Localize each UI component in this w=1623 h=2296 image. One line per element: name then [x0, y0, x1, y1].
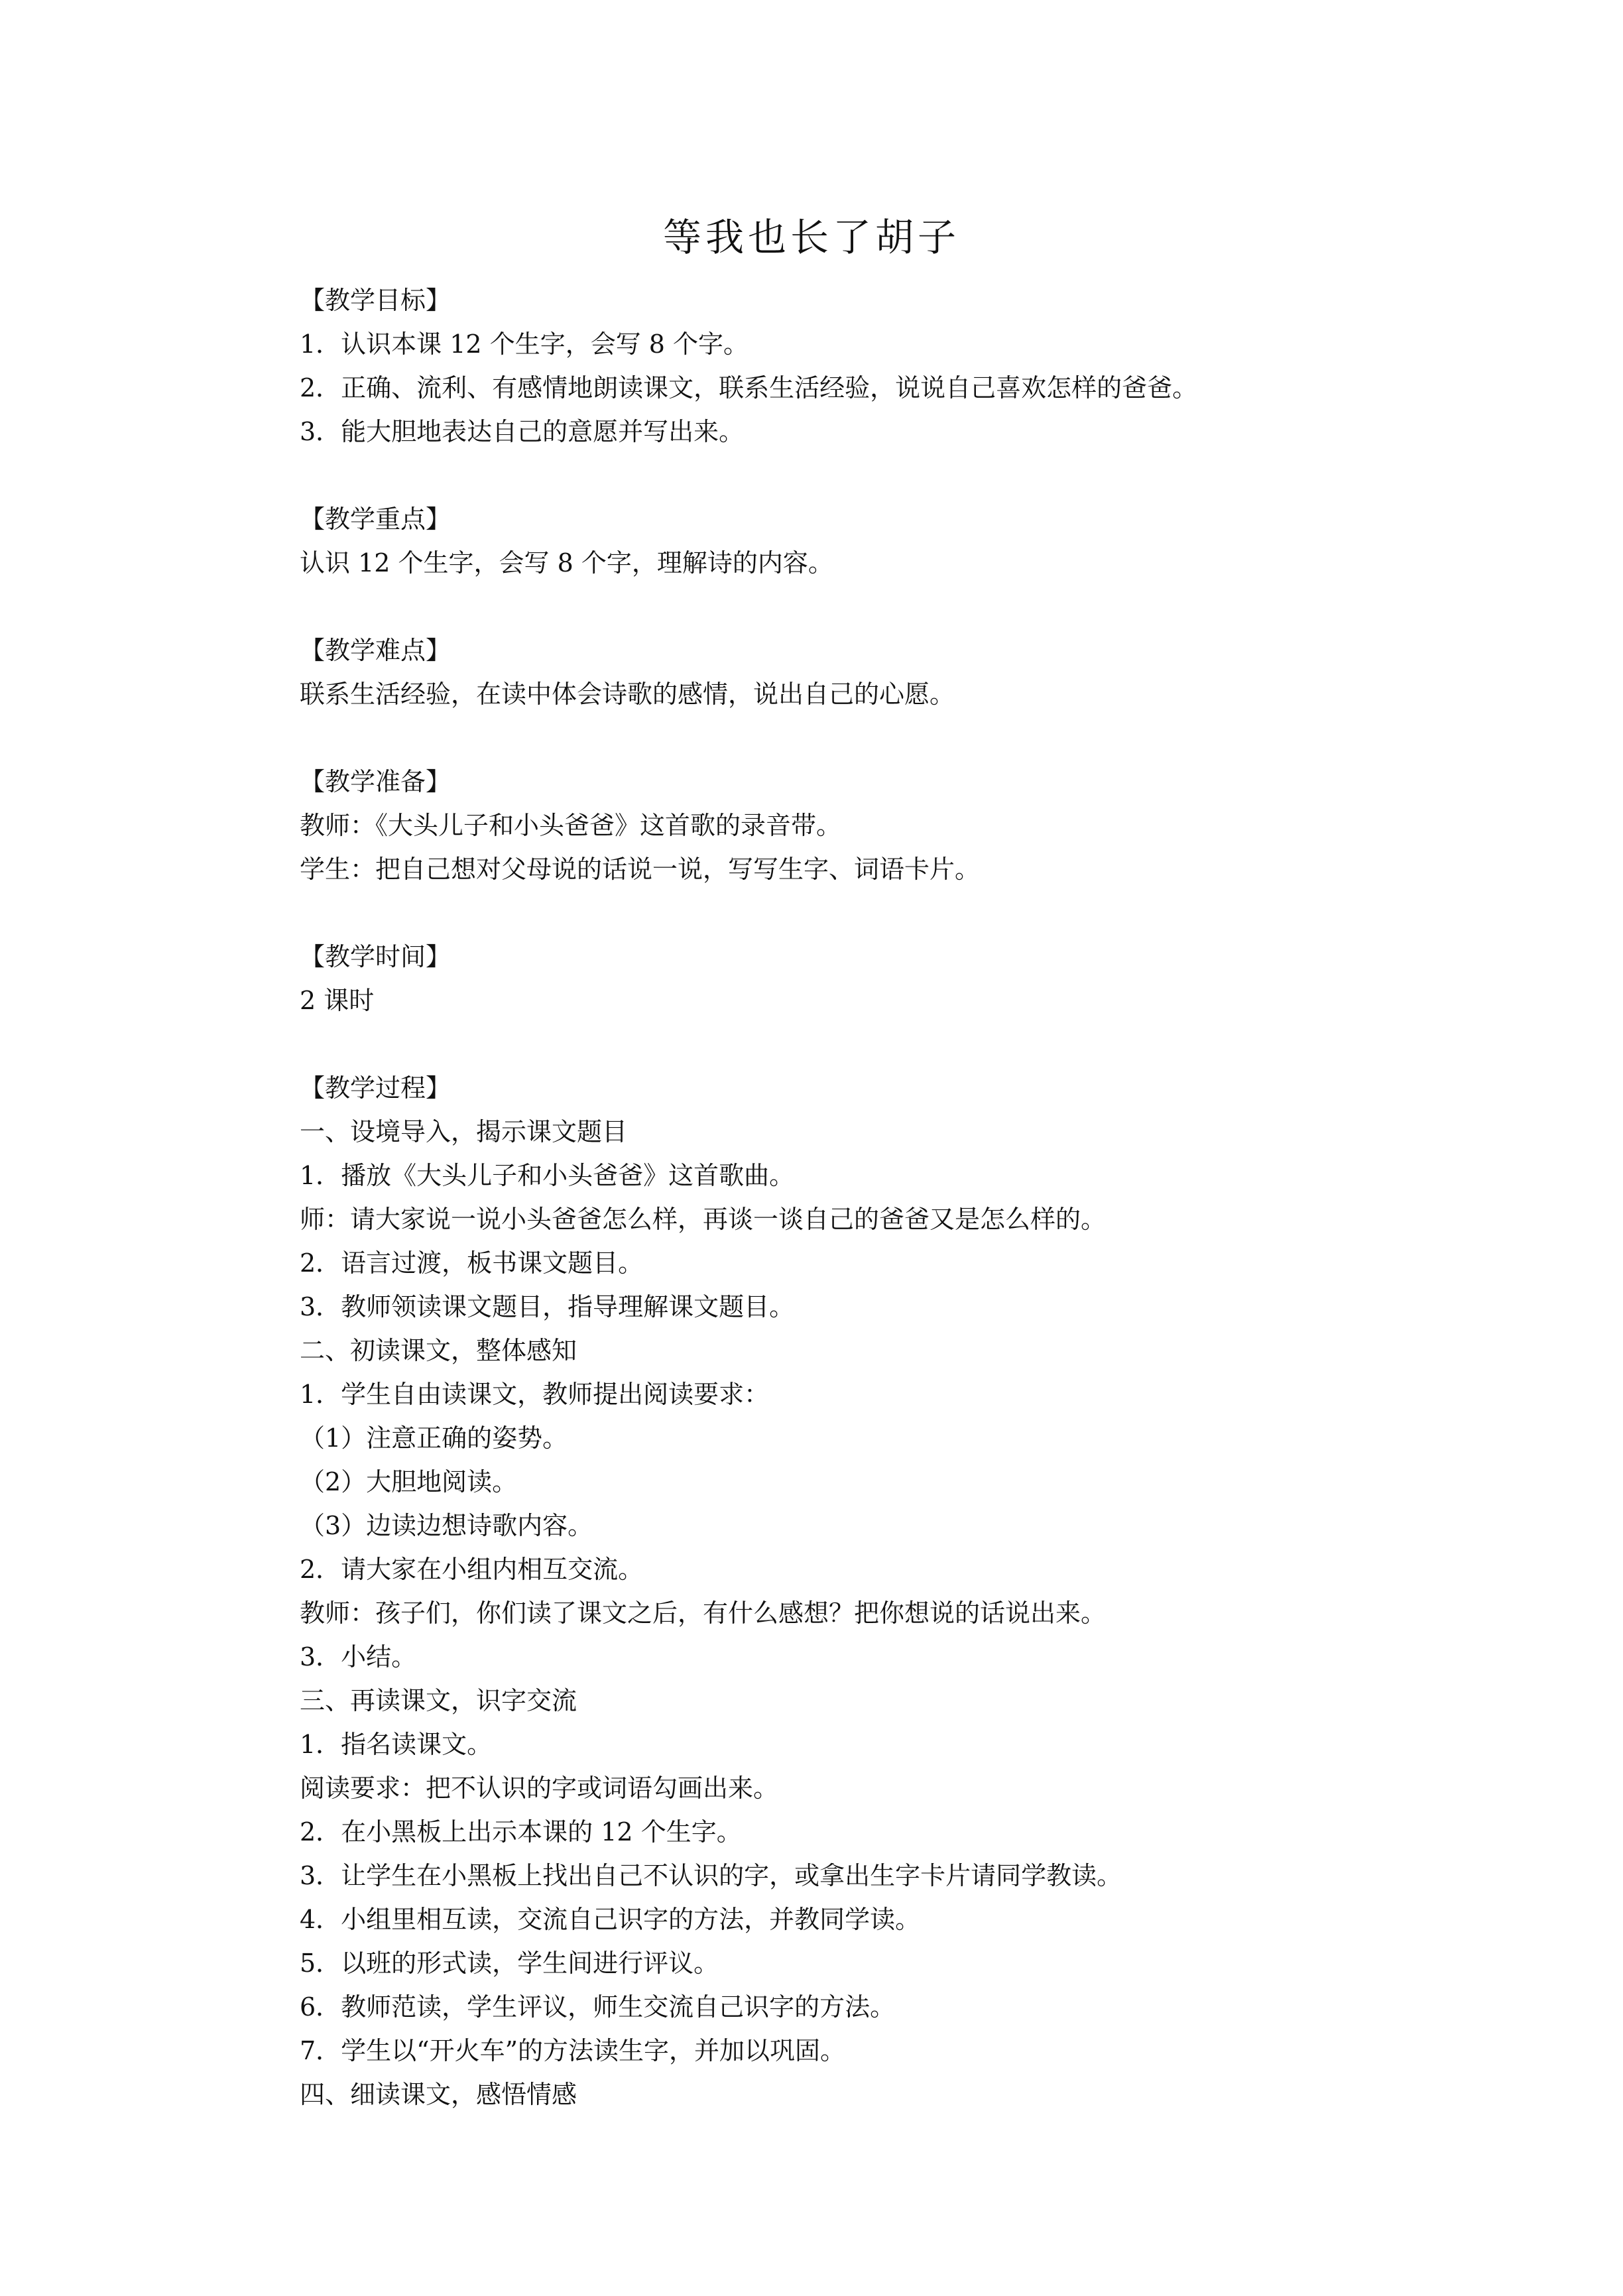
- body-line: 3．小结。: [300, 1642, 417, 1671]
- body-line: 2．在小黑板上出示本课的 12 个生字。: [300, 1817, 742, 1846]
- body-line: 一、设境导入，揭示课文题目: [300, 1117, 628, 1146]
- section-heading: 【教学时间】: [300, 942, 451, 971]
- document-body: [300, 278, 1559, 2116]
- body-line: 2．请大家在小组内相互交流。: [300, 1555, 644, 1584]
- body-line: 1．指名读课文。: [300, 1730, 493, 1759]
- body-line: 1．认识本课 12 个生字，会写 8 个字。: [300, 330, 749, 359]
- body-line: 1．播放《大头儿子和小头爸爸》这首歌曲。: [300, 1161, 795, 1190]
- body-line: 四、细读课文，感悟情感: [300, 2080, 577, 2109]
- document-title: 等我也长了胡子: [662, 215, 960, 260]
- body-line: 三、再读课文，识字交流: [300, 1686, 577, 1715]
- body-line: 7．学生以“开火车”的方法读生字，并加以巩固。: [300, 2036, 846, 2065]
- section-teaching-goals: [300, 278, 1559, 453]
- section-heading: 【教学重点】: [300, 505, 451, 534]
- body-line: 二、初读课文，整体感知: [300, 1336, 577, 1365]
- body-line: 2．正确、流利、有感情地朗读课文，联系生活经验，说说自己喜欢怎样的爸爸。: [300, 373, 1198, 402]
- body-line: 阅读要求：把不认识的字或词语勾画出来。: [300, 1774, 779, 1803]
- section-heading: 【教学目标】: [300, 286, 451, 315]
- body-line: 师：请大家说一说小头爸爸怎么样，再谈一谈自己的爸爸又是怎么样的。: [300, 1205, 1107, 1234]
- paragraph-gap: [300, 1022, 1559, 1066]
- body-line: 6．教师范读，学生评议，师生交流自己识字的方法。: [300, 1992, 896, 2022]
- body-line: 4．小组里相互读，交流自己识字的方法，并教同学读。: [300, 1905, 921, 1934]
- body-line: 3．教师领读课文题目，指导理解课文题目。: [300, 1292, 795, 1321]
- section-difficulties: [300, 629, 1559, 716]
- paragraph-gap: [300, 891, 1559, 935]
- paragraph-gap: [300, 716, 1559, 760]
- body-line: 2．语言过渡，板书课文题目。: [300, 1248, 644, 1278]
- body-line: 2 课时: [300, 986, 375, 1015]
- body-line: （2）大胆地阅读。: [300, 1467, 518, 1496]
- section-teaching-process: [300, 1066, 1559, 2116]
- body-line: 5．以班的形式读，学生间进行评议。: [300, 1949, 719, 1978]
- section-teaching-time: [300, 935, 1559, 1022]
- paragraph-gap: [300, 585, 1559, 629]
- body-line: 3．让学生在小黑板上找出自己不认识的字，或拿出生字卡片请同学教读。: [300, 1861, 1122, 1890]
- body-line: 教师：孩子们，你们读了课文之后，有什么感想？把你想说的话说出来。: [300, 1599, 1107, 1628]
- body-line: 教师：《大头儿子和小头爸爸》这首歌的录音带。: [300, 811, 842, 840]
- section-key-points: [300, 497, 1559, 585]
- body-line: 认识 12 个生字，会写 8 个字，理解诗的内容。: [300, 548, 833, 577]
- paragraph-gap: [300, 453, 1559, 497]
- body-line: 3．能大胆地表达自己的意愿并写出来。: [300, 417, 745, 446]
- body-line: （1）注意正确的姿势。: [300, 1423, 568, 1453]
- body-line: 1．学生自由读课文，教师提出阅读要求：: [300, 1380, 770, 1409]
- section-heading: 【教学准备】: [300, 767, 451, 796]
- body-line: 联系生活经验，在读中体会诗歌的感情，说出自己的心愿。: [300, 680, 955, 709]
- section-preparation: [300, 760, 1559, 891]
- section-heading: 【教学过程】: [300, 1073, 451, 1103]
- section-heading: 【教学难点】: [300, 636, 451, 665]
- body-line: （3）边读边想诗歌内容。: [300, 1511, 593, 1540]
- body-line: 学生：把自己想对父母说的话说一说，写写生字、词语卡片。: [300, 855, 981, 884]
